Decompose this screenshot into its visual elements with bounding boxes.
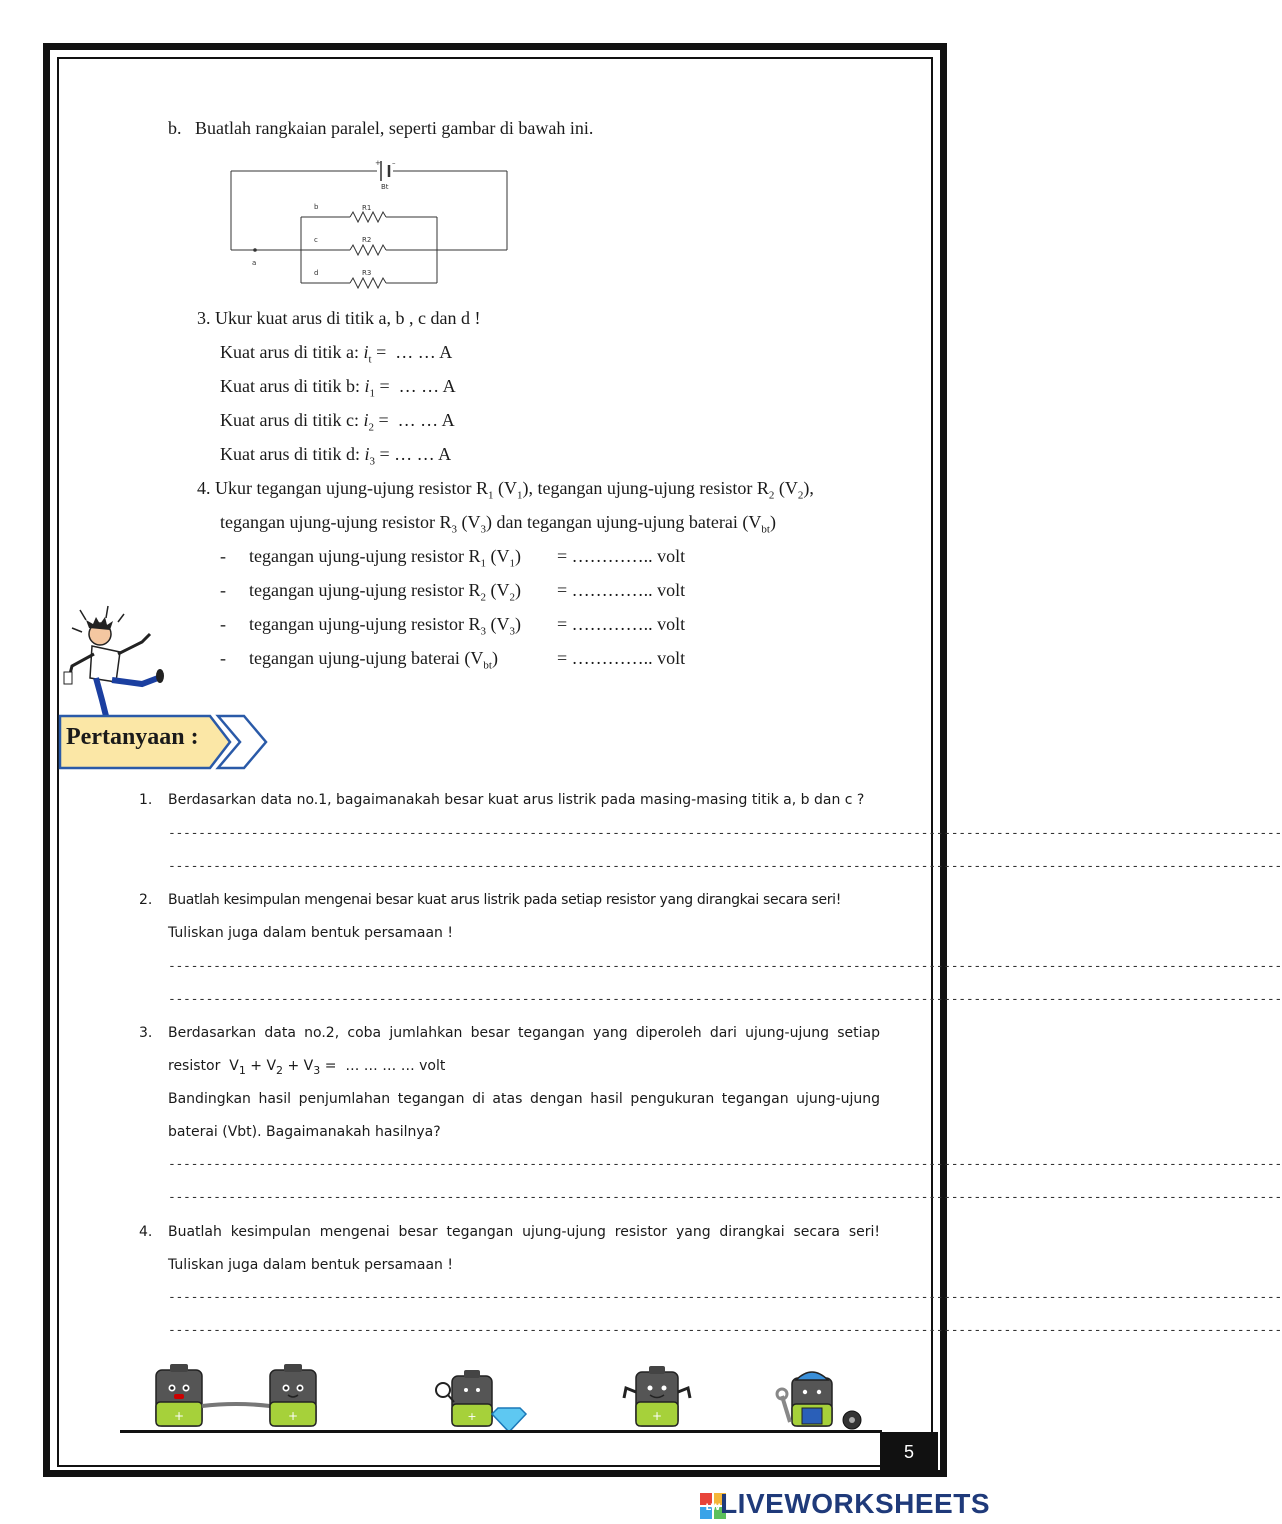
voltage-item-v1-value: = ………….. volt bbox=[557, 546, 686, 566]
footer-rule bbox=[120, 1430, 882, 1433]
battery-mascot-detective bbox=[436, 1370, 526, 1432]
battery-cable bbox=[202, 1404, 270, 1406]
voltage-item-v2-value: = ………….. volt bbox=[557, 580, 686, 600]
question-3-text-line4: baterai (Vbt). Bagaimanakah hasilnya? bbox=[168, 1124, 441, 1140]
question-1-number: 1. bbox=[139, 792, 153, 808]
voltage-item-v1: - bbox=[220, 546, 226, 566]
shock-line bbox=[72, 628, 82, 632]
question-1-text: Berdasarkan data no.1, bagaimanakah besar kuat arus listrik pada masing-masing titik a, b dan c ? bbox=[168, 792, 865, 808]
r1-label: R1 bbox=[362, 204, 372, 212]
current-row-c: Kuat arus di titik c: $i_2$ = … … A bbox=[220, 410, 455, 434]
section-b-heading: b. Buatlah rangkaian paralel, seperti gambar di bawah ini. bbox=[168, 118, 594, 138]
r2-label: R2 bbox=[362, 236, 372, 244]
voltage-item-vbt-text: tegangan ujung-ujung baterai $(V_{bt})$ bbox=[249, 648, 498, 672]
point-c-label: c bbox=[314, 236, 318, 244]
liveworksheets-watermark[interactable]: LIVEWORKSHEETS bbox=[720, 1488, 990, 1519]
voltage-item-vbt-value: = ………….. volt bbox=[557, 648, 686, 668]
section-title-pertanyaan: Pertanyaan : bbox=[66, 724, 199, 750]
step4-line1: 4. Ukur tegangan ujung-ujung resistor $R_1$ $(V_1)$, tegangan ujung-ujung resistor $R_2$ $(V_2)$, bbox=[197, 478, 814, 502]
question-3-number: 3. bbox=[139, 1025, 153, 1041]
battery-mascot bbox=[156, 1364, 202, 1426]
voltage-item-v2-text: tegangan ujung-ujung resistor $R_2$ $(V_2)$ bbox=[249, 580, 521, 604]
question-3-equation: resistor $V_1 + V_2 + V_3$ = … … … … volt bbox=[168, 1058, 446, 1077]
battery-mascots-footer bbox=[140, 1362, 880, 1434]
resistor-r2 bbox=[350, 245, 386, 255]
scientist-hair bbox=[86, 617, 113, 630]
page-number: 5 bbox=[880, 1432, 938, 1472]
current-row-b: Kuat arus di titik b: $i_1$ = … … A bbox=[220, 376, 456, 400]
question-2-number: 2. bbox=[139, 892, 153, 908]
scientist-arm-right bbox=[118, 634, 150, 654]
resistor-r3 bbox=[350, 278, 386, 288]
parallel-circuit-diagram bbox=[225, 155, 515, 290]
scientist-leg-left bbox=[96, 678, 106, 716]
question-4-number: 4. bbox=[139, 1224, 153, 1240]
voltage-item-v3-text: tegangan ujung-ujung resistor $R_3$ $(V_3)$ bbox=[249, 614, 521, 638]
question-2-text-line1: Buatlah kesimpulan mengenai besar kuat arus listrik pada setiap resistor yang dirangkai secara seri! bbox=[168, 892, 841, 908]
shocked-scientist-illustration bbox=[62, 604, 172, 722]
step4-line2: tegangan ujung-ujung resistor $R_3$ $(V_3)$ dan tegangan ujung-ujung baterai $(V_{bt})$ bbox=[220, 512, 776, 536]
scientist-shoe bbox=[156, 669, 164, 683]
shock-line bbox=[118, 614, 124, 622]
scientist-flask bbox=[64, 672, 72, 684]
point-b-label: b bbox=[314, 203, 319, 211]
battery-mascot bbox=[270, 1364, 316, 1426]
question-2-text-line2: Tuliskan juga dalam bentuk persamaan ! bbox=[168, 925, 453, 941]
answer-line-q2-1[interactable]: ---------------------------------------------------------------------------------------------------------------------------------------------------- bbox=[168, 959, 1282, 974]
svg-text:+: + bbox=[467, 1410, 477, 1423]
svg-text:+: + bbox=[173, 1409, 185, 1423]
battery-label: Bt bbox=[381, 183, 389, 191]
question-4-text-line1: Buatlah kesimpulan mengenai besar tegangan ujung-ujung resistor yang dirangkai secara seri! bbox=[168, 1224, 880, 1240]
voltage-item-v1-text: tegangan ujung-ujung resistor $R_1$ $(V_1)$ bbox=[249, 546, 521, 570]
answer-line-q2-2[interactable]: ---------------------------------------------------------------------------------------------------------------------------------------------------- bbox=[168, 992, 1282, 1007]
voltage-item-vbt: - bbox=[220, 648, 226, 668]
question-3-text-line1: Berdasarkan data no.2, coba jumlahkan besar tegangan yang diperoleh dari ujung-ujung setiap bbox=[168, 1025, 880, 1041]
question-4-text-line2: Tuliskan juga dalam bentuk persamaan ! bbox=[168, 1257, 453, 1273]
voltage-item-v3: - bbox=[220, 614, 226, 634]
battery-plus-label: + bbox=[375, 159, 381, 167]
svg-text:+: + bbox=[287, 1409, 299, 1423]
battery-mascot-flexing bbox=[624, 1366, 690, 1426]
voltage-item-v2: - bbox=[220, 580, 226, 600]
logo-letters: LW bbox=[705, 1503, 721, 1513]
point-a-dot bbox=[253, 248, 257, 252]
scientist-coat bbox=[90, 646, 120, 682]
answer-line-q3-2[interactable]: ---------------------------------------------------------------------------------------------------------------------------------------------------- bbox=[168, 1190, 1282, 1205]
shock-line bbox=[80, 610, 86, 620]
r3-label: R3 bbox=[362, 269, 372, 277]
answer-line-q1-1[interactable]: ---------------------------------------------------------------------------------------------------------------------------------------------------- bbox=[168, 826, 1282, 841]
svg-text:+: + bbox=[651, 1409, 663, 1423]
battery-mascot-mechanic bbox=[777, 1372, 861, 1429]
resistor-r1 bbox=[350, 212, 386, 222]
scientist-leg-right bbox=[112, 678, 158, 684]
step3-title: 3. Ukur kuat arus di titik a, b , c dan d ! bbox=[197, 308, 481, 328]
answer-line-q3-1[interactable]: ---------------------------------------------------------------------------------------------------------------------------------------------------- bbox=[168, 1157, 1282, 1172]
question-3-text-line3: Bandingkan hasil penjumlahan tegangan di atas dengan hasil pengukuran tegangan ujung-ujung bbox=[168, 1091, 880, 1107]
answer-line-q1-2[interactable]: ---------------------------------------------------------------------------------------------------------------------------------------------------- bbox=[168, 859, 1282, 874]
point-d-label: d bbox=[314, 269, 319, 277]
shock-line bbox=[106, 606, 108, 618]
current-row-a: Kuat arus di titik a: $i_t$ = … … A bbox=[220, 342, 453, 366]
current-row-d: Kuat arus di titik d: $i_3$ = … … A bbox=[220, 444, 452, 468]
answer-line-q4-1[interactable]: ---------------------------------------------------------------------------------------------------------------------------------------------------- bbox=[168, 1290, 1282, 1305]
point-a-label: a bbox=[252, 259, 257, 267]
battery-minus-label: – bbox=[392, 159, 396, 167]
answer-line-q4-2[interactable]: ---------------------------------------------------------------------------------------------------------------------------------------------------- bbox=[168, 1323, 1282, 1338]
voltage-item-v3-value: = ………….. volt bbox=[557, 614, 686, 634]
